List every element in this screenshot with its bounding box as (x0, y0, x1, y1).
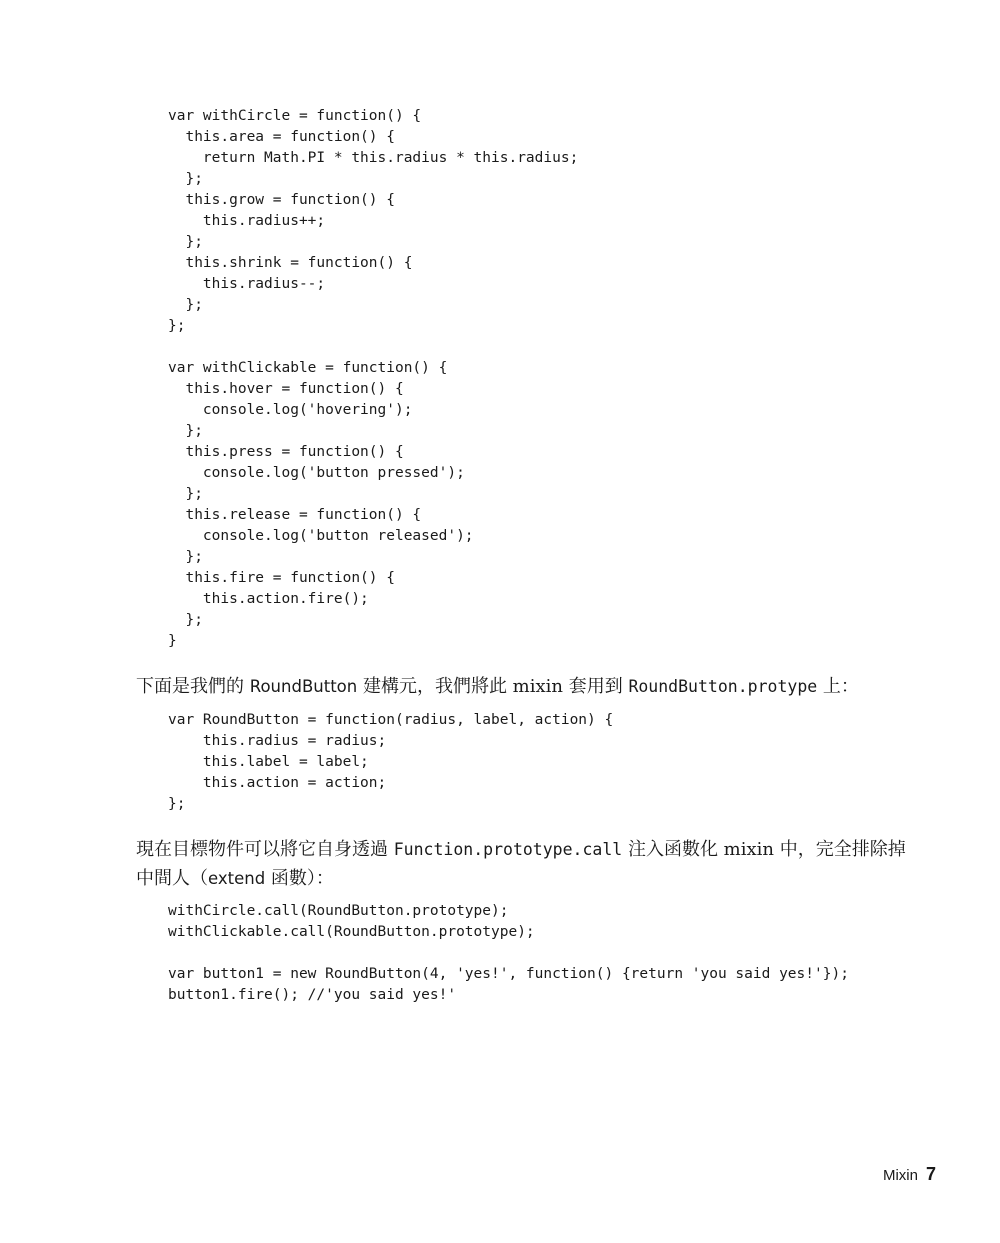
code-line: var RoundButton = function(radius, label, action) { (168, 712, 614, 728)
code-line: }; (168, 318, 186, 334)
code-line: this.grow = function() { (168, 192, 395, 208)
code-line: console.log('button pressed'); (168, 465, 465, 481)
code-line: }; (168, 549, 203, 565)
inline-code: RoundButton (249, 677, 358, 696)
code-line (168, 943, 849, 964)
code-line: withClickable.call(RoundButton.prototype); (168, 924, 535, 940)
code-line: this.shrink = function() { (168, 255, 413, 271)
code-line: this.action.fire(); (168, 591, 369, 607)
code-line: }; (168, 234, 203, 250)
paragraph-text: 上： (817, 676, 859, 697)
code-line: this.hover = function() { (168, 381, 404, 397)
code-line: var withCircle = function() { (168, 108, 422, 124)
paragraph-functional-mixin (136, 835, 906, 893)
paragraph-text: 注入函數化 mixin 中，完全排除掉中間人（ (136, 839, 906, 889)
code-line: this.action = action; (168, 775, 387, 791)
chapter-title: Mixin (882, 1167, 918, 1184)
code-line: this.release = function() { (168, 507, 422, 523)
code-line: }; (168, 796, 186, 812)
code-line: this.label = label; (168, 754, 369, 770)
code-line: } (168, 633, 177, 649)
inline-code: Function.prototype.call (393, 840, 623, 859)
code-block-mixins (168, 106, 578, 652)
paragraph-roundbutton-intro (136, 672, 906, 701)
code-line: }; (168, 171, 203, 187)
code-line: this.radius++; (168, 213, 326, 229)
code-line: return Math.PI * this.radius * this.radius; (168, 150, 579, 166)
page-number: 7 (925, 1164, 936, 1184)
code-line: this.radius--; (168, 276, 326, 292)
code-line: console.log('button released'); (168, 528, 474, 544)
code-line (168, 337, 578, 358)
code-line: var button1 = new RoundButton(4, 'yes!', function() {return 'you said yes!'}); (168, 966, 849, 982)
page-footer (883, 1164, 936, 1185)
paragraph-text: 建構元，我們將此 mixin 套用到 (357, 676, 629, 697)
code-line: button1.fire(); //'you said yes!' (168, 987, 457, 1003)
code-block-usage (168, 901, 849, 1006)
code-line: }; (168, 297, 203, 313)
code-line: this.press = function() { (168, 444, 404, 460)
code-line: var withClickable = function() { (168, 360, 448, 376)
code-line: this.radius = radius; (168, 733, 387, 749)
code-line: this.fire = function() { (168, 570, 395, 586)
code-line: }; (168, 486, 203, 502)
code-line: withCircle.call(RoundButton.prototype); (168, 903, 509, 919)
code-block-roundbutton (168, 710, 613, 815)
code-line: console.log('hovering'); (168, 402, 413, 418)
paragraph-text: 現在目標物件可以將它自身透過 (136, 839, 394, 860)
code-line: }; (168, 612, 203, 628)
code-line: this.area = function() { (168, 129, 395, 145)
inline-code: RoundButton.protype (628, 677, 818, 696)
code-line: }; (168, 423, 203, 439)
inline-term: extend (208, 869, 266, 888)
paragraph-text: 函數）： (265, 868, 334, 889)
paragraph-text: 下面是我們的 (136, 676, 250, 697)
